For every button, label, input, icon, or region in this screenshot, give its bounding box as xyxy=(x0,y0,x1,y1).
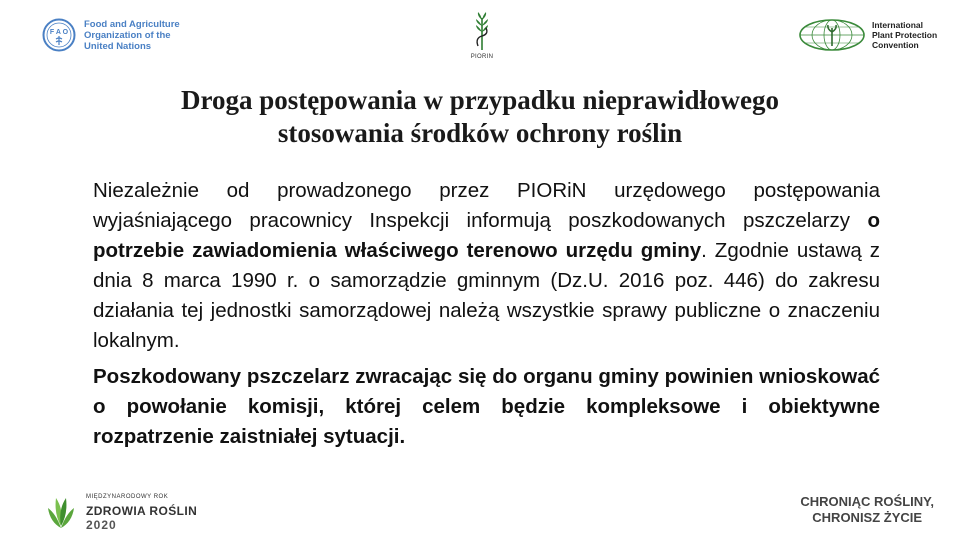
paragraph-2: Poszkodowany pszczelarz zwracając się do organu gminy powinien wnioskować o powołanie komisji, której celem będzie kompleksowe i obiektywne rozpatrzenie zaistniałej sytuacji. xyxy=(93,365,880,448)
paragraph-1 xyxy=(93,176,880,356)
paragraph-1-text-end: . Zgodnie ustawą z dnia 8 marca 1990 r. o samorządzie gminnym (Dz.U. 2016 poz. 446) do zakresu działania tej jednostki samorządowej należą wszystkie sprawy publiczne o znaczeniu lokalnym. xyxy=(93,239,880,352)
plant-health-year-icon xyxy=(42,492,80,530)
slogan-line-2: CHRONISZ ŻYCIE xyxy=(812,510,923,525)
ippc-name xyxy=(872,20,937,50)
piorin-label: PIORIN xyxy=(470,54,494,60)
ippc-line: Convention xyxy=(872,40,919,50)
fao-line: Food and Agriculture xyxy=(84,18,180,30)
title-line-2: stosowania środków ochrony roślin xyxy=(277,118,683,148)
ippc-emblem-icon xyxy=(798,18,866,52)
plant-health-year-small: MIĘDZYNARODOWY ROK xyxy=(86,494,169,500)
fao-emblem-icon xyxy=(42,18,76,52)
slide-title xyxy=(80,84,880,150)
plant-health-year-number: 2020 xyxy=(86,518,117,532)
piorin-logo xyxy=(466,10,498,66)
ippc-line: International xyxy=(872,20,924,30)
piorin-emblem-icon xyxy=(471,10,493,52)
slogan-line-1: CHRONIĄC ROŚLINY, xyxy=(800,494,934,509)
fao-line: United Nations xyxy=(84,40,152,52)
fao-logo xyxy=(42,18,180,52)
ippc-logo xyxy=(798,18,937,52)
title-line-1: Droga postępowania w przypadku nieprawidłowego xyxy=(180,85,780,115)
paragraph-1-emphasis: o potrzebie zawiadomienia właściwego terenowo urzędu gminy xyxy=(93,209,880,262)
fao-name xyxy=(84,19,180,52)
ippc-line: Plant Protection xyxy=(872,30,938,40)
slide-body xyxy=(93,176,880,452)
fao-line: Organization of the xyxy=(84,29,171,41)
paragraph-1-text: Niezależnie od prowadzonego przez PIORiN urzędowego postępowania wyjaśniającego pracownicy Inspekcji informują poszkodowanych pszczelarzy xyxy=(93,179,880,232)
svg-text:F A O: F A O xyxy=(49,29,69,36)
slogan xyxy=(800,494,934,526)
plant-health-year-logo xyxy=(42,490,197,532)
plant-health-year-title: ZDROWIA ROŚLIN xyxy=(86,504,198,518)
plant-health-year-text xyxy=(86,490,197,532)
